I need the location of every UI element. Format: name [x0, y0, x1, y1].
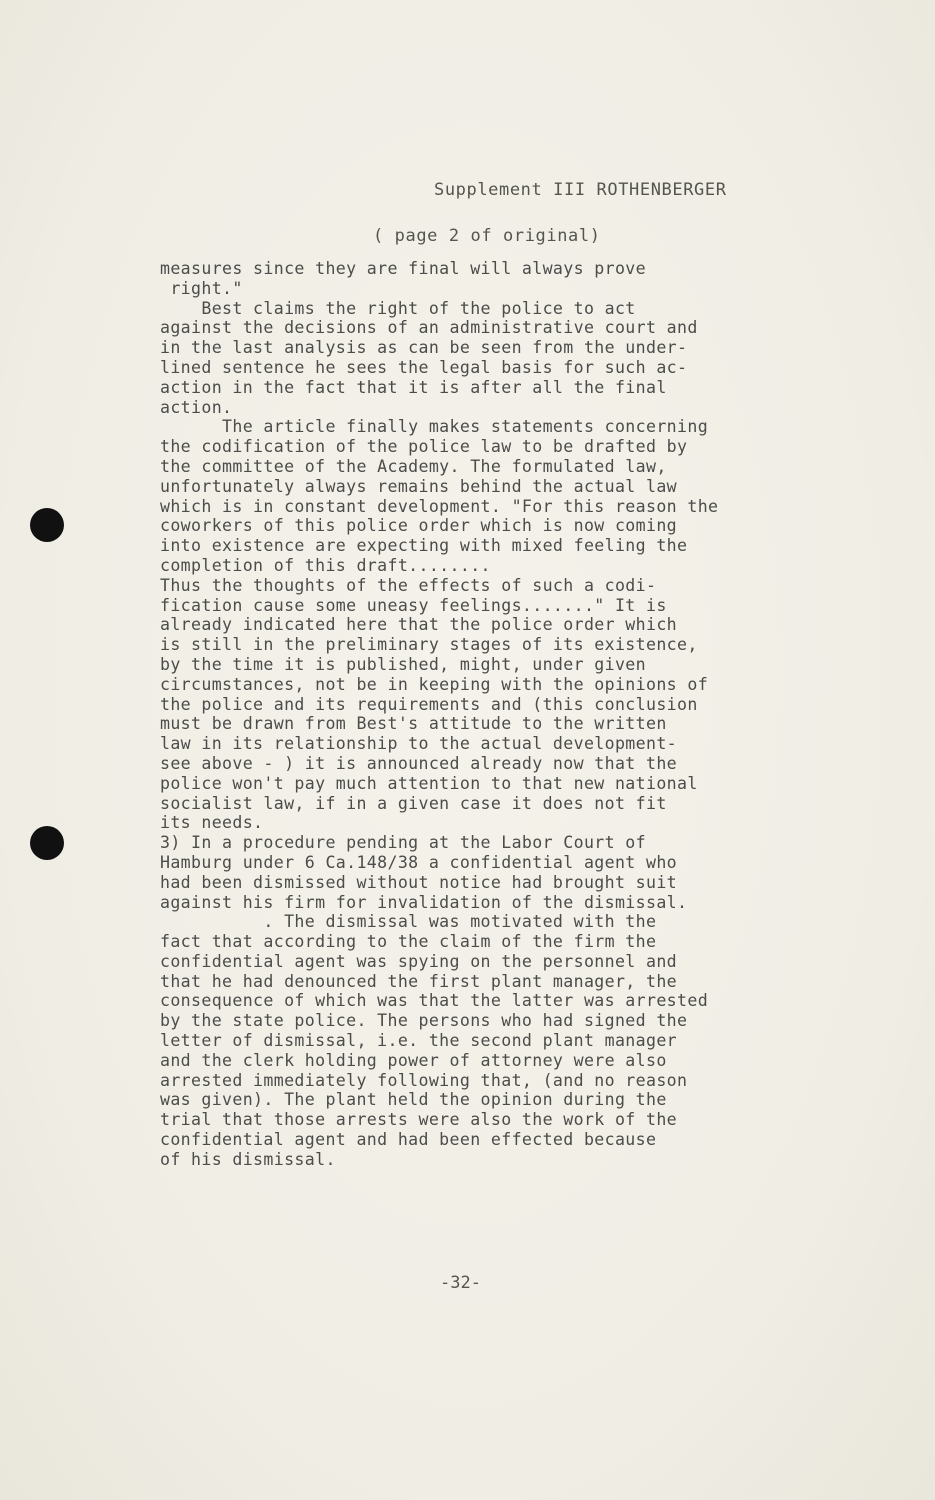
body-line: against his firm for invalidation of the dismissal.: [160, 892, 688, 912]
body-line: unfortunately always remains behind the actual law: [160, 476, 678, 496]
body-line: is still in the preliminary stages of its existence,: [160, 635, 698, 655]
body-line: Hamburg under 6 Ca.148/38 a confidential agent who: [160, 852, 678, 872]
body-line: the committee of the Academy. The formulated law,: [160, 456, 667, 476]
body-line: confidential agent was spying on the personnel and: [160, 951, 678, 971]
body-line: arrested immediately following that, (and no reason: [160, 1070, 688, 1090]
punch-hole-top: [30, 508, 64, 542]
body-line: fact that according to the claim of the firm the: [160, 932, 657, 952]
body-line: must be drawn from Best's attitude to the written: [160, 714, 667, 734]
body-line: circumstances, not be in keeping with the opinions of: [160, 674, 709, 694]
body-line: already indicated here that the police order which: [160, 615, 678, 635]
body-line: was given). The plant held the opinion during the: [160, 1090, 667, 1110]
body-line: coworkers of this police order which is now coming: [160, 516, 678, 536]
body-line: that he had denounced the first plant manager, the: [160, 971, 678, 991]
body-line: 3) In a procedure pending at the Labor Court of: [160, 833, 646, 853]
body-line: which is in constant development. "For this reason the: [160, 496, 719, 516]
body-line: trial that those arrests were also the work of the: [160, 1110, 678, 1130]
body-line: Thus the thoughts of the effects of such a codi-: [160, 575, 657, 595]
page-reference: ( page 2 of original): [373, 226, 601, 246]
body-line: letter of dismissal, i.e. the second plant manager: [160, 1031, 678, 1051]
page-number: -32-: [440, 1273, 481, 1293]
body-line: action.: [160, 397, 233, 417]
body-line: lined sentence he sees the legal basis for such ac-: [160, 357, 688, 377]
body-line: right.": [160, 278, 243, 298]
body-line: Best claims the right of the police to act: [160, 298, 636, 318]
body-line: . The dismissal was motivated with the: [160, 912, 657, 932]
punch-hole-bottom: [30, 826, 64, 860]
body-line: measures since they are final will always prove: [160, 259, 646, 278]
body-line: by the time it is published, might, under given: [160, 654, 646, 674]
body-line: police won't pay much attention to that new national: [160, 773, 698, 793]
supplement-title: Supplement III ROTHENBERGER: [434, 180, 727, 200]
body-line: against the decisions of an administrative court and: [160, 318, 698, 338]
body-line: see above - ) it is announced already now that the: [160, 753, 678, 773]
body-line: the codification of the police law to be drafted by: [160, 437, 688, 457]
body-line: the police and its requirements and (this conclusion: [160, 694, 698, 714]
body-line: and the clerk holding power of attorney were also: [160, 1050, 667, 1070]
body-line: confidential agent and had been effected because: [160, 1130, 657, 1150]
body-line: of his dismissal.: [160, 1149, 336, 1169]
body-line: its needs.: [160, 813, 264, 833]
body-line: had been dismissed without notice had brought suit: [160, 872, 678, 892]
body-line: law in its relationship to the actual development-: [160, 734, 678, 754]
body-line: by the state police. The persons who had signed the: [160, 1011, 688, 1031]
body-line: The article finally makes statements concerning: [160, 417, 709, 437]
body-line: in the last analysis as can be seen from the under-: [160, 338, 688, 358]
body-line: socialist law, if in a given case it does not fit: [160, 793, 667, 813]
body-line: fication cause some uneasy feelings......." It is: [160, 595, 667, 615]
body-line: into existence are expecting with mixed feeling the: [160, 536, 688, 556]
body-line: completion of this draft........: [160, 555, 491, 575]
typewritten-body: [160, 259, 810, 1170]
body-line: consequence of which was that the latter was arrested: [160, 991, 709, 1011]
body-line: action in the fact that it is after all the final: [160, 377, 667, 397]
